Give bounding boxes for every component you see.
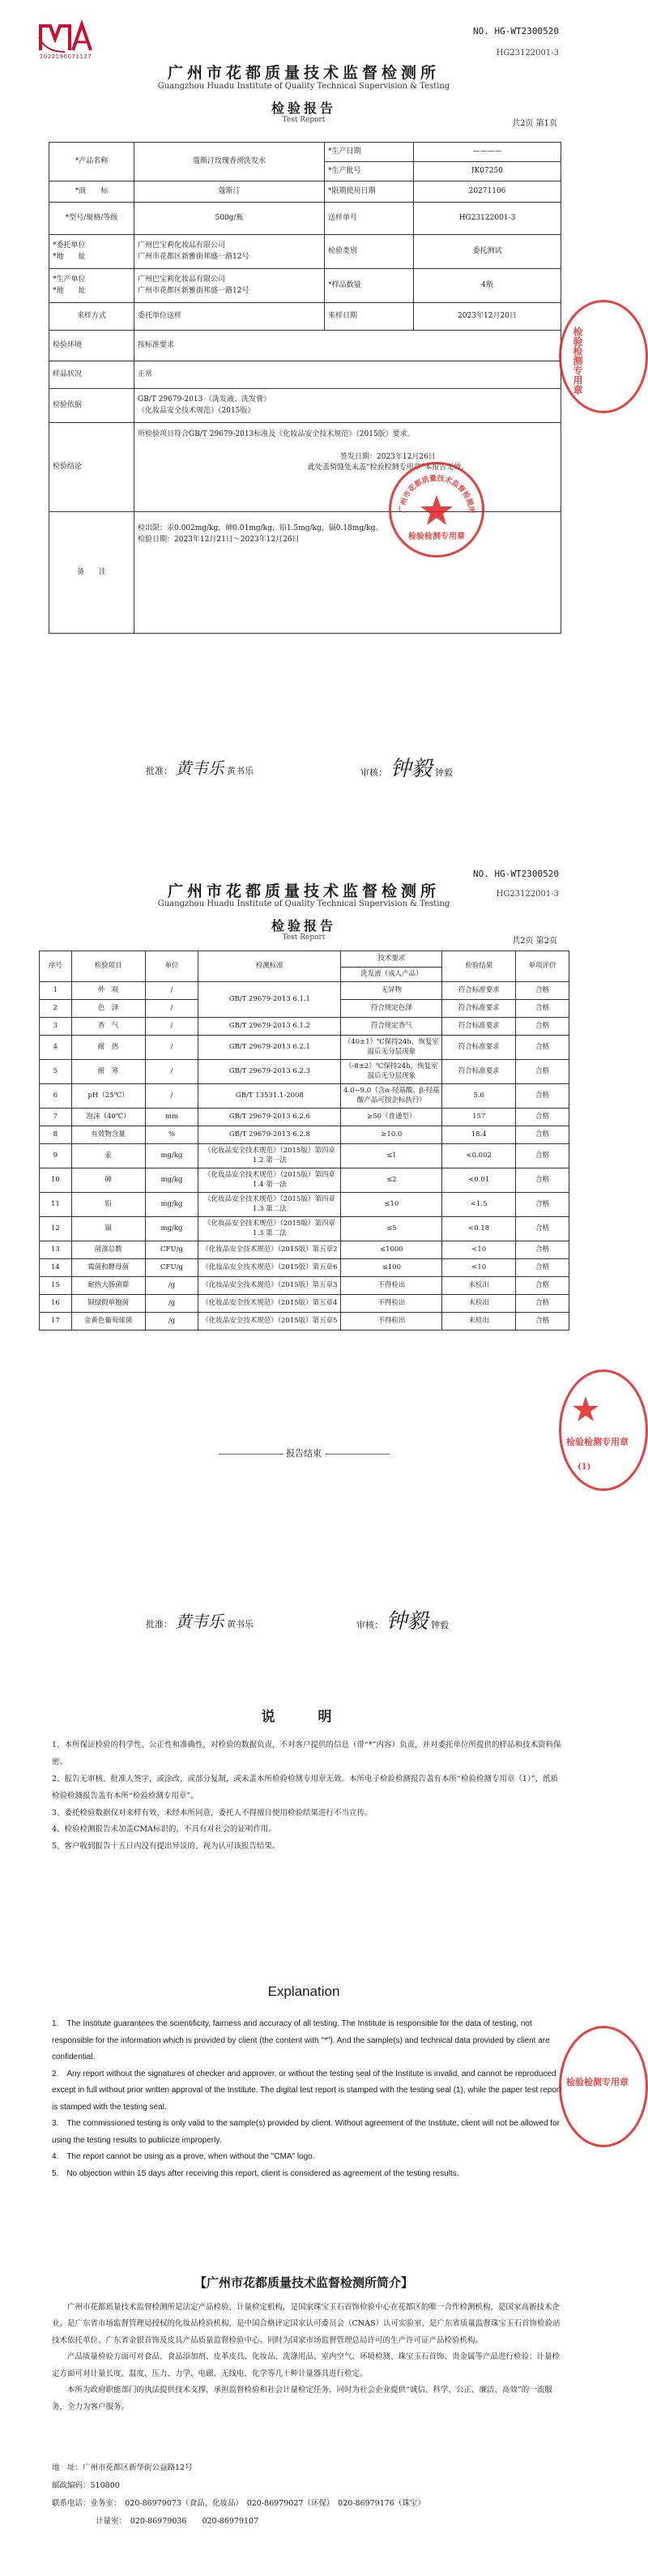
notes-list-en [52,2016,562,2182]
table-cell: GB/T 29679-2013 6.2.6 [198,1109,341,1126]
table-cell: GB/T 13531.1-2008 [198,1084,341,1109]
table-cell: 9 [40,1144,72,1168]
results-table [39,951,569,1331]
table-cell: 镉 [71,1217,145,1241]
table-cell: 《化妆品安全技术规范》（2015版）第五章2 [198,1241,341,1259]
table-cell: （-8±2）℃保持24h，恢复室温后无分层现象 [341,1060,442,1084]
table-cell: 《化妆品安全技术规范》（2015版）第四章 1.4 第一法 [198,1168,341,1193]
table-cell: ≤1000 [341,1241,442,1259]
institute-name-cn: 广州市花都质量技术监督检测所 [167,882,440,900]
table-cell: 未检出 [442,1295,516,1313]
table-cell: 《化妆品安全技术规范》（2015版）第四章 1.3 第二法 [198,1217,341,1241]
table-cell: ≥10.0 [341,1126,442,1144]
cell-label: 来样方式 [49,303,134,331]
table-cell: <10 [442,1259,516,1277]
header-sub-cell: 洗发液（成人产品） [341,968,442,982]
table-cell: <10 [442,1241,516,1259]
seal-arc-text: 广州市花都质量技术监督检测所 [398,474,475,515]
table-row [40,1084,569,1109]
table-cell: 合格 [516,1193,569,1217]
table-cell: 合格 [516,1313,569,1331]
header-cell: 单位 [145,951,198,982]
table-row [40,1060,569,1084]
table-cell: / [145,1036,198,1060]
cell-label: *生产批号 [325,162,414,182]
notes-title-en: Explanation [267,1984,340,1999]
intro-paragraph: 产品质量检验方面可对食品、食品添加剂、皮革皮具、化妆品、洗涤用品、室内空气、环境检测、珠宝玉石首饰、贵金属等产品进行检验；计量检定方面可对计量长度、温度、压力、力学、电磁、无线电、化学等几十种计量器具进行检定。 [52,2352,561,2378]
table-row [40,1126,569,1144]
table-row [40,1217,569,1241]
report-title-cn: 检验报告 [271,100,336,116]
side-seal [559,1369,648,1491]
sample-state: 正常 [134,361,561,389]
cma-code: 2022190071127 [39,53,92,60]
header-cell: 检验结果 [442,951,516,982]
table-cell: <0.002 [442,1144,516,1168]
table-cell: 不得检出 [341,1313,442,1331]
table-cell: 《化妆品安全技术规范》（2015版）第四章 1.3 第二法 [198,1193,341,1217]
header-cell: 单项评价 [516,951,569,982]
table-cell: 符合标准要求 [442,982,516,1000]
reviewer-handwriting: 钟毅 [386,1609,428,1634]
report-end-text: 报告结束 [286,1448,322,1459]
institute-name-cn: 广州市花都质量技术监督检测所 [167,64,440,82]
table-cell: ≤100 [341,1259,442,1277]
post-line [52,2477,570,2495]
client-info: 广州巴宝莉化妆品有限公司 广州市花都区新雅街邦盛一路12号 [134,235,325,269]
hg-number: HG23122001-3 [496,49,559,58]
table-cell: ≤10 [341,1193,442,1217]
address-line [52,2459,570,2477]
hg-number: HG23122001-3 [496,890,559,899]
table-cell: 砷 [71,1168,145,1193]
table-cell: CFU/g [145,1241,198,1259]
table-cell: 菌落总数 [71,1241,145,1259]
conclusion-cell [134,423,561,512]
table-cell: 铅 [71,1193,145,1217]
table-cell: 合格 [516,1036,569,1060]
sign-date: 签发日期：2023年12月26日 [340,452,436,461]
table-cell: ≥50（普通型） [341,1109,442,1126]
approver-handwriting: 黄韦乐 [175,758,224,778]
batch-number: IK07250 [414,162,561,182]
intro-paragraphs [52,2300,562,2416]
table-cell: 耐热大肠菌群 [71,1277,145,1295]
side-seal [559,300,648,413]
cell-label: *生产日期 [325,143,414,162]
report-title-cn: 检验报告 [271,918,336,933]
table-cell: 《化妆品安全技术规范》（2015版）第五章5 [198,1313,341,1331]
contact-block [52,2459,570,2530]
table-cell: 合格 [516,1084,569,1109]
table-cell: 5 [40,1060,72,1084]
table-cell: 合格 [516,1241,569,1259]
side-seal-icon [561,302,610,416]
table-cell: 4 [40,1036,72,1060]
report-number: NO. HG-WT2300520 [473,869,559,879]
table-cell: 耐 寒 [71,1060,145,1084]
cell-label: 检验结论 [49,423,134,512]
side-seal-icon [561,1372,629,1493]
table-cell: / [145,1000,198,1018]
page-count: 共2页 第1页 [512,119,557,128]
table-cell: 金黄色葡萄球菌 [71,1313,145,1331]
header-cell: 检测标准 [198,951,341,982]
note-item-en: 1. The Institute guarantees the scientificity, fairness and accuracy of all testing. The Institute is responsible for the data of testing, not responsible for the information which is provided by client (the content with "*"). And the sample(s) and technical data provided by client are confidential. [52,2019,550,2061]
table-row [40,1313,569,1331]
reviewer-label: 审核： [356,1620,383,1630]
note-item-en: 5. No objection within 15 days after receiving this report, client is considered as agreement of the testing results. [52,2168,459,2178]
cell-label: 检验类别 [325,235,414,269]
cma-icon [37,19,94,53]
maker-info: 广州巴宝莉化妆品有限公司 广州市花都区新雅街邦盛一路12号 [134,269,325,303]
intro-paragraph: 本所为政府职能部门的执法提供技术支撑，承担监督检验和社会计量检定任务，同时为社会企业提供“诚信、科学、公正、廉洁、高效”的一流服务，全力为客户服务。 [52,2386,552,2412]
table-cell: mg/kg [145,1193,198,1217]
table-cell: CFU/g [145,1259,198,1277]
table-cell: ≤1 [341,1144,442,1168]
approver-signature [146,755,254,779]
address-value: 广州市花都区新华街公益路12号 [83,2463,193,2472]
table-cell: 符合标准要求 [442,1036,516,1060]
test-basis: GB/T 29679-2013 《洗发液、洗发膏》 《化妆品安全技术规范》（2015版） [134,389,561,423]
table-cell: 耐 热 [71,1036,145,1060]
table-cell: 15 [40,1277,72,1295]
table-cell: 《化妆品安全技术规范》（2015版）第五章6 [198,1259,341,1277]
table-cell: 香 气 [71,1018,145,1036]
note-item-en: 4. The report cannot be using as a prove, when without the "CMA" logo. [52,2152,315,2161]
table-cell: 符合规定色泽 [341,1000,442,1018]
table-cell: GB/T 29679-2013 6.2.3 [198,1060,341,1084]
phone-label: 联系电话： [52,2498,91,2508]
table-cell: 合格 [516,1168,569,1193]
note-item-en: 2. Any report without the signatures of checker and approver, or without the testing seal of the Institute is invalid, and cannot be reproduced except in full without prior written approval of the Institute. The digital test report is stamped with the testing seal (1), while the paper test report is stamped with the testing seal. [52,2069,562,2112]
table-cell: mm [145,1109,198,1126]
table-cell: 18.4 [442,1126,516,1144]
table-cell: GB/T 29679-2013 6.2.8 [198,1126,341,1144]
stamp-note: 此处盖骑缝处未盖“检验检测专用章”本报告无效。 [308,464,469,472]
table-cell: 色 泽 [71,1000,145,1018]
table-row [40,1144,569,1168]
table-cell: ≤5 [341,1217,442,1241]
header-cell: 序号 [40,951,72,982]
table-cell: 泡沫（40℃） [71,1109,145,1126]
page-count: 共2页 第2页 [512,937,557,946]
table-cell: 合格 [516,1109,569,1126]
approver-name: 黄书乐 [227,766,254,776]
table-cell: 合格 [516,982,569,1000]
table-cell: 14 [40,1259,72,1277]
table-row [40,1295,569,1313]
table-row [40,1109,569,1126]
table-cell: ≤2 [341,1168,442,1193]
table-row [40,1018,569,1036]
table-cell: 霉菌和酵母菌 [71,1259,145,1277]
table-cell: 《化妆品安全技术规范》（2015版）第五章3 [198,1277,341,1295]
production-date: ———— [414,143,561,162]
table-cell: / [145,1084,198,1109]
phone-line-2 [52,2513,570,2531]
table-cell: <0.18 [442,1217,516,1241]
table-cell: 合格 [516,1000,569,1018]
table-cell: 铜绿假单胞菌 [71,1295,145,1313]
arrival-date: 2023年12月20日 [414,303,561,331]
table-cell: GB/T 29679-2013 6.1.2 [198,1018,341,1036]
institute-name-en: Guangzhou Huadu Institute of Quality Technical Supervision & Testing [157,82,450,91]
reviewer-signature [360,752,453,782]
table-row [40,982,569,1000]
conclusion-text: 所检验项目符合GB/T 29679-2013标准及《化妆品安全技术规范》（2015版）要求。 [138,430,415,438]
cell-label: *型号/规格/等级 [49,203,134,235]
cell-label: *限期使用日期 [325,182,414,203]
table-cell: 7 [40,1109,72,1126]
table-cell: 合格 [516,1126,569,1144]
side-seal-number: (1) [578,1463,591,1472]
cell-label: *生产单位 *地 址 [49,269,134,303]
table-cell: 合格 [516,1018,569,1036]
phone-metrology: 计量室： 020-86979036 020-86979107 [96,2516,259,2526]
report-page-1 [0,0,608,843]
report-title-en: Test Report [282,933,326,942]
table-cell: 未检出 [442,1313,516,1331]
table-cell: 1 [40,982,72,1000]
sample-info-table [49,142,561,634]
cell-label: 检验依据 [49,389,134,423]
test-environment: 按标准要求 [134,331,561,361]
side-seal-text: 检验检测专用章 [566,1437,629,1447]
institute-name-en: Guangzhou Huadu Institute of Quality Technical Supervision & Testing [157,899,450,908]
table-cell: mg/kg [145,1144,198,1168]
note-item-cn: 3、委托检验数据仅对来样有效，未经本所同意，委托人不得擅自使用检验结果进行不当宣传。 [52,1808,373,1818]
table-cell: 4.0~9.0（含α-羟基酸、β-羟基酸产品可按企标执行） [341,1084,442,1109]
cell-label: 样品状况 [49,361,134,389]
cell-label: *产品名称 [49,143,134,182]
reviewer-name: 钟毅 [435,767,454,778]
table-cell: /g [145,1295,198,1313]
table-cell: 8 [40,1126,72,1144]
table-cell: / [145,1018,198,1036]
table-cell: / [145,982,198,1000]
approver-label: 批准： [146,1619,173,1630]
table-cell: 合格 [516,1277,569,1295]
table-row [40,1168,569,1193]
table-cell: <1.5 [442,1193,516,1217]
side-seal-icon [561,2028,629,2150]
sample-number: HG23122001-3 [414,203,561,235]
phone-line [52,2495,570,2513]
table-cell: 10 [40,1168,72,1193]
table-cell: 合格 [516,1295,569,1313]
notes-list-cn [52,1737,562,1856]
seal-center-text: 检验检测专用章 [408,532,465,541]
table-cell: / [145,1060,198,1084]
reviewer-name: 钟毅 [431,1620,450,1630]
cell-label: 检验环境 [49,331,134,361]
table-cell: 合格 [516,1144,569,1168]
reviewer-handwriting: 钟毅 [390,757,433,781]
table-cell: 外 观 [71,982,145,1000]
address-label: 地 址： [52,2463,83,2472]
model-spec: 500g/瓶 [134,203,325,235]
table-cell: % [145,1126,198,1144]
test-type: 委托测试 [414,235,561,269]
reviewer-label: 审核： [360,767,387,778]
table-cell: pH（25℃） [71,1084,145,1109]
cell-label: 来样日期 [325,303,414,331]
table-cell: 合格 [516,1259,569,1277]
table-cell: GB/T 29679-2013 6.2.1 [198,1036,341,1060]
sample-quantity: 4瓶 [414,269,561,303]
table-cell: 汞 [71,1144,145,1168]
table-row [40,1241,569,1259]
table-cell: 17 [40,1313,72,1331]
side-seal-text: 检验检测专用章 [566,2077,629,2087]
table-cell: 3 [40,1018,72,1036]
header-cell: 技术要求 [341,951,442,968]
table-row [40,1259,569,1277]
table-cell: 合格 [516,1217,569,1241]
table-cell: 不得检出 [341,1277,442,1295]
table-cell: GB/T 29679-2013 6.1.1 [198,982,341,1018]
intro-title: 【广州市花都质量技术监督检测所简介】 [194,2275,413,2290]
report-number: NO. HG-WT2300520 [473,26,559,36]
report-end [0,1446,608,1459]
table-cell: 157 [442,1109,516,1126]
cell-label: 送样单号 [325,203,414,235]
post-value: 510800 [90,2480,120,2490]
header-cell: 检验项目 [71,951,145,982]
reviewer-signature [356,1604,449,1634]
note-item-cn: 5、客户收到报告十五日内没有提出异议的，视为认可该报告结果。 [52,1842,280,1852]
table-cell: 《化妆品安全技术规范》（2015版）第四章 1.2 第一法 [198,1144,341,1168]
results-body [40,982,569,1331]
table-row [40,1036,569,1060]
sampling-method: 委托单位送样 [134,303,325,331]
remark-text: 检出限：汞0.002mg/kg，砷0.01mg/kg，铅1.5mg/kg，镉0.18mg/kg。 检验日期：2023年12月21日～2023年12月26日 [134,512,561,634]
table-cell: 符合规定香气 [341,1018,442,1036]
table-cell: 《化妆品安全技术规范》（2015版）第五章4 [198,1295,341,1313]
intro-paragraph: 广州市花都质量技术监督检测所是法定产品检验、计量检定机构，是国家珠宝玉石首饰检验中心在花都区的唯一合作检测机构，是国家高新技术企业，是广东省市场监督管理局授权的化妆品检验机构，是中国合格评定国家认可委员会（CNAS）认可实验室、是广东省质量监督珠宝玉石首饰检验站技术依托单位、广东省金银首饰及皮具产品质量监督检验中心。同时为国家市场监督管理总局许可的生产许可证产品检验机构。 [52,2303,561,2345]
table-cell: 11 [40,1193,72,1217]
table-cell: 6 [40,1084,72,1109]
table-cell: 无异物 [341,982,442,1000]
report-title-en: Test Report [282,116,326,124]
table-cell: 合格 [516,1060,569,1084]
table-row [40,1277,569,1295]
trademark: 蔻斯汀 [134,182,325,203]
note-item-cn: 1、本所保证检验的科学性、公正性和准确性，对检验的数据负责，不对客户提供的信息（带“*”内容）负责，并对委托单位所提供的样品和技术资料保密。 [52,1741,561,1766]
table-cell: 符合标准要求 [442,1060,516,1084]
table-cell: （40±1）℃保持24h，恢复室温后无分层现象 [341,1036,442,1060]
table-cell: 符合标准要求 [442,1000,516,1018]
cell-label: *委托单位 *地 址 [49,235,134,269]
table-cell: 有效物含量 [71,1126,145,1144]
report-page-2 [0,859,629,1677]
note-item-cn: 4、检验检测报告未加盖CMA标识的，不具有对社会的证明作用。 [52,1825,276,1835]
table-row [40,1193,569,1217]
cell-label: *样品数量 [325,269,414,303]
note-item-cn: 2、报告无审核、批准人签字，或涂改，或部分复制，或未盖本所检验检测专用章无效。本所电子检验检测报告盖有本所“检验检测专用章（1）”，纸质检验检测报告盖有本所“检验检测专用章”。 [52,1774,559,1801]
table-cell: /g [145,1277,198,1295]
table-cell: /g [145,1313,198,1331]
phone-business: 业务室： 020-86979073（食品、化妆品） 020-86979027（环保） 020-86979176（珠宝） [90,2498,425,2508]
approver-label: 批准： [146,766,173,776]
expiry-date: 20271106 [414,182,561,203]
table-cell: 16 [40,1295,72,1313]
table-cell: mg/kg [145,1168,198,1193]
post-label: 邮政编码： [52,2480,91,2490]
table-cell: mg/kg [145,1217,198,1241]
approver-signature [146,1608,254,1632]
table-cell: <0.01 [442,1168,516,1193]
side-seal-text: 检验检测专用章 [572,327,583,395]
cell-label: *商 标 [49,182,134,203]
explanation-page [0,1685,629,2576]
table-cell: 未检出 [442,1277,516,1295]
approver-name: 黄书乐 [227,1619,254,1630]
cma-logo [37,19,94,60]
notes-title-cn: 说 明 [261,1709,347,1725]
table-cell: 2 [40,1000,72,1018]
note-item-en: 3. The commissioned testing is only valid to the sample(s) provided by client. Without agreement of the Institute, client will not be allowed for using the testing results to publicize improperly. [52,2119,560,2145]
table-cell: 符合标准要求 [442,1018,516,1036]
table-cell: 12 [40,1217,72,1241]
side-seal [559,2026,648,2147]
table-cell: 不得检出 [341,1295,442,1313]
approver-handwriting: 黄韦乐 [175,1612,224,1631]
table-cell: 13 [40,1241,72,1259]
table-cell: 5.6 [442,1084,516,1109]
product-name: 蔻斯汀玫瑰香滑洗发水 [134,143,325,182]
cell-label: 备 注 [49,512,134,634]
